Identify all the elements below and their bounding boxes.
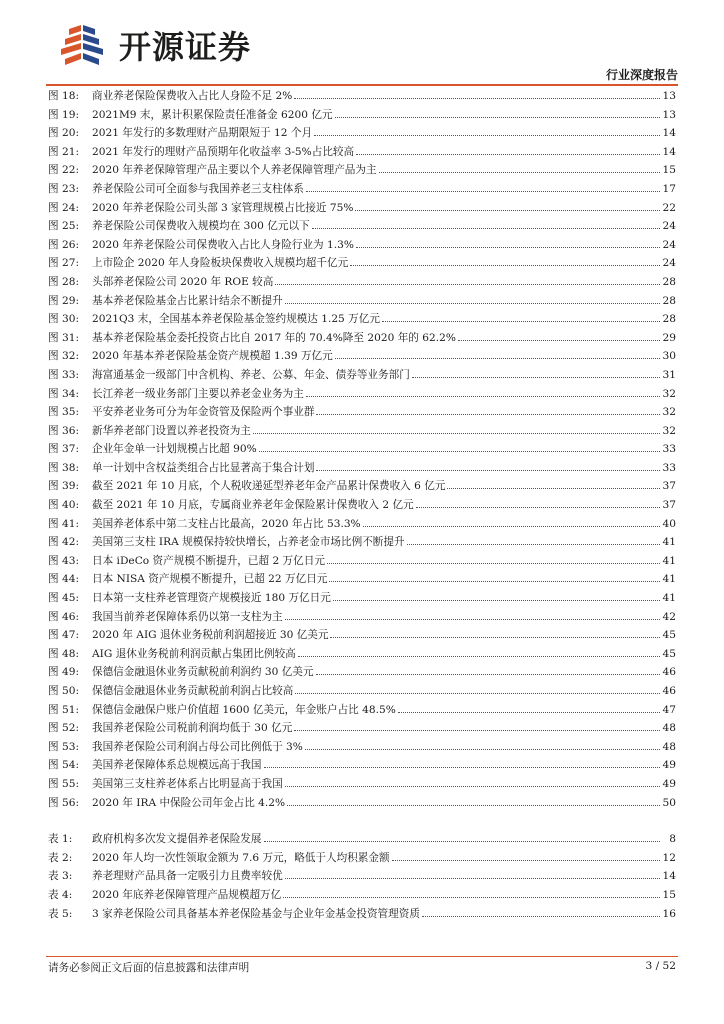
dot-leader bbox=[355, 204, 660, 211]
toc-figure-entry-page: 46 bbox=[662, 666, 676, 679]
dot-leader bbox=[285, 780, 660, 787]
toc-figure-entry-title: 上市险企 2020 年人身险板块保费收入规模均超千亿元 bbox=[92, 257, 349, 270]
toc-figure-entry-label: 图 36: bbox=[48, 424, 80, 437]
toc-figure-entry[interactable] bbox=[46, 627, 678, 646]
toc-figure-entry-page: 31 bbox=[662, 368, 676, 381]
toc-table-entry[interactable] bbox=[46, 868, 678, 887]
toc-figure-entry-title: 养老保险公司保费收入规模均在 300 亿元以下 bbox=[92, 220, 310, 233]
toc-figure-entry-title: 新华养老部门设置以养老投资为主 bbox=[92, 424, 251, 437]
toc-table-entry-page: 16 bbox=[662, 907, 676, 920]
toc-figure-entry-page: 48 bbox=[662, 740, 676, 753]
toc-figure-entry[interactable] bbox=[46, 293, 678, 312]
toc-figure-entry-label: 图 32: bbox=[48, 350, 80, 363]
toc-figure-entry-label: 图 47: bbox=[48, 629, 80, 642]
dot-leader bbox=[412, 371, 660, 378]
toc-table-entry-page: 15 bbox=[662, 888, 676, 901]
dot-leader bbox=[392, 854, 660, 861]
dot-leader bbox=[329, 576, 660, 583]
toc-figure-entry-label: 图 28: bbox=[48, 275, 80, 288]
toc-table-entry-label: 表 4: bbox=[48, 888, 73, 901]
toc-figure-entry-page: 24 bbox=[662, 257, 676, 270]
toc-figure-entry-label: 图 53: bbox=[48, 740, 80, 753]
toc-figure-entry-page: 40 bbox=[662, 517, 676, 530]
toc-figure-entry-title: 我国养老保险公司税前利润均低于 30 亿元 bbox=[92, 722, 293, 735]
toc-figure-entry-title: 2021M9 末，累计积累保险责任准备金 6200 亿元 bbox=[92, 108, 333, 121]
toc-figure-entry-page: 17 bbox=[662, 182, 676, 195]
toc-figure-entry[interactable] bbox=[46, 404, 678, 423]
toc-figure-entry-label: 图 21: bbox=[48, 145, 80, 158]
toc-figure-entry[interactable] bbox=[46, 478, 678, 497]
toc-figure-entry-page: 28 bbox=[662, 294, 676, 307]
dot-leader bbox=[398, 706, 660, 713]
toc-figure-entry[interactable] bbox=[46, 200, 678, 219]
toc-figure-entry-label: 图 41: bbox=[48, 517, 80, 530]
toc-table-entry-title: 3 家养老保险公司具备基本养老保险基金与企业年金基金投资管理资质 bbox=[92, 907, 420, 920]
toc-table-entry-page: 12 bbox=[662, 851, 676, 864]
page-number: 3 / 52 bbox=[645, 960, 676, 972]
toc-figure-entry[interactable] bbox=[46, 664, 678, 683]
figure-list bbox=[46, 88, 678, 813]
dot-leader bbox=[316, 408, 660, 415]
toc-figure-entry[interactable] bbox=[46, 367, 678, 386]
toc-figure-entry-label: 图 52: bbox=[48, 722, 80, 735]
toc-figure-entry-page: 45 bbox=[662, 629, 676, 642]
dot-leader bbox=[447, 483, 660, 490]
toc-figure-entry-page: 32 bbox=[662, 424, 676, 437]
dot-leader bbox=[306, 185, 660, 192]
toc-figure-entry-label: 图 55: bbox=[48, 777, 80, 790]
toc-figure-entry-title: 2021 年发行的理财产品预期年化收益率 3-5%占比较高 bbox=[92, 145, 355, 158]
dot-leader bbox=[335, 352, 660, 359]
toc-figure-entry[interactable] bbox=[46, 423, 678, 442]
toc-table-entry-page: 14 bbox=[662, 870, 676, 883]
toc-figure-entry-page: 37 bbox=[662, 499, 676, 512]
toc-figure-entry[interactable] bbox=[46, 497, 678, 516]
toc-figure-entry-label: 图 43: bbox=[48, 554, 80, 567]
toc-figure-entry[interactable] bbox=[46, 590, 678, 609]
toc-figure-entry-page: 24 bbox=[662, 220, 676, 233]
dot-leader bbox=[407, 538, 660, 545]
toc-figure-entry[interactable] bbox=[46, 739, 678, 758]
toc-figure-entry-title: 平安养老业务可分为年金资管及保险两个事业群 bbox=[92, 406, 315, 419]
toc-figure-entry-label: 图 37: bbox=[48, 443, 80, 456]
toc-figure-entry-label: 图 56: bbox=[48, 796, 80, 809]
logo-mark-icon bbox=[55, 23, 113, 67]
toc-figure-entry-label: 图 44: bbox=[48, 573, 80, 586]
toc-figure-entry-title: 2020 年 AIG 退休业务税前利润超接近 30 亿美元 bbox=[92, 629, 329, 642]
toc-figure-entry-page: 29 bbox=[662, 331, 676, 344]
dot-leader bbox=[305, 743, 660, 750]
dot-leader bbox=[264, 762, 661, 769]
toc-figure-entry-page: 28 bbox=[662, 275, 676, 288]
toc-figure-entry[interactable] bbox=[46, 311, 678, 330]
toc-table-entry-title: 养老理财产品具备一定吸引力且费率较优 bbox=[92, 870, 283, 883]
dot-leader bbox=[294, 724, 660, 731]
toc-figure-entry-page: 15 bbox=[662, 164, 676, 177]
toc-table-entry-label: 表 3: bbox=[48, 870, 73, 883]
toc-figure-entry-page: 33 bbox=[662, 461, 676, 474]
toc-table-entry-label: 表 2: bbox=[48, 851, 73, 864]
toc-figure-entry[interactable] bbox=[46, 386, 678, 405]
toc-figure-entry-title: 2020 年养老保险公司保费收入占比人身险行业为 1.3% bbox=[92, 238, 354, 251]
toc-figure-entry-page: 24 bbox=[662, 238, 676, 251]
toc-figure-entry-title: 美国第三支柱 IRA 规模保持较快增长，占养老金市场比例不断提升 bbox=[92, 536, 405, 549]
toc-figure-entry-title: 我国当前养老保障体系仍以第一支柱为主 bbox=[92, 610, 283, 623]
toc-figure-entry[interactable] bbox=[46, 516, 678, 535]
toc-figure-entry[interactable] bbox=[46, 181, 678, 200]
toc-figure-entry-label: 图 20: bbox=[48, 127, 80, 140]
toc-figure-entry-label: 图 50: bbox=[48, 685, 80, 697]
toc-figure-entry[interactable] bbox=[46, 162, 678, 181]
toc-figure-entry-page: 49 bbox=[662, 777, 676, 790]
dot-leader bbox=[253, 427, 660, 434]
toc-figure-entry-title: 2021 年发行的多数理财产品期限短于 12 个月 bbox=[92, 127, 313, 140]
toc-figure-entry-title: 企业年金单一计划规模占比超 90% bbox=[92, 443, 257, 456]
toc-table-entry-title: 2020 年底养老保障管理产品规模超万亿 bbox=[92, 888, 282, 901]
toc-figure-entry-page: 33 bbox=[662, 443, 676, 456]
dot-leader bbox=[298, 650, 660, 657]
toc-figure-entry-label: 图 49: bbox=[48, 666, 80, 679]
toc-figure-entry-label: 图 39: bbox=[48, 480, 80, 493]
toc-figure-entry-title: 美国养老保障体系总规模远高于我国 bbox=[92, 759, 262, 772]
dot-leader bbox=[264, 835, 661, 842]
brand-name: 开源证券 bbox=[119, 28, 252, 66]
toc-figure-entry[interactable] bbox=[46, 144, 678, 163]
header-divider bbox=[46, 84, 678, 86]
dot-leader bbox=[285, 613, 660, 620]
footer-divider bbox=[46, 956, 678, 957]
toc-figure-entry-label: 图 23: bbox=[48, 182, 80, 195]
toc-figure-entry-title: 头部养老保险公司 2020 年 ROE 较高 bbox=[92, 275, 274, 288]
toc-figure-entry[interactable] bbox=[46, 237, 678, 256]
toc-figure-entry[interactable] bbox=[46, 330, 678, 349]
toc-figure-entry-page: 37 bbox=[662, 480, 676, 493]
toc-figure-entry[interactable] bbox=[46, 553, 678, 572]
toc-figure-entry[interactable] bbox=[46, 646, 678, 665]
toc-figure-entry-title: 日本 iDeCo 资产规模不断提升，已超 2 万亿日元 bbox=[92, 554, 325, 567]
toc-figure-entry-title: 保德信金融保户账户价值超 1600 亿美元，年金账户占比 48.5% bbox=[92, 703, 396, 716]
toc-figure-entry-page: 14 bbox=[662, 145, 676, 158]
toc-figure-entry-title: 美国养老体系中第二支柱占比最高，2020 年占比 53.3% bbox=[92, 517, 361, 530]
table-list bbox=[46, 831, 678, 924]
toc-figure-entry-label: 图 48: bbox=[48, 647, 80, 660]
toc-table-entry[interactable] bbox=[46, 906, 678, 925]
toc-figure-entry-title: 2020 年基本养老保险基金资产规模超 1.39 万亿元 bbox=[92, 350, 333, 363]
toc-figure-entry-label: 图 34: bbox=[48, 387, 80, 400]
toc-figure-entry-title: 日本第一支柱养老管理资产规模接近 180 万亿日元 bbox=[92, 592, 331, 605]
dot-leader bbox=[356, 148, 660, 155]
dot-leader bbox=[327, 557, 660, 564]
toc-table-entry[interactable] bbox=[46, 850, 678, 869]
toc-table-entry-title: 政府机构多次发文提倡养老保险发展 bbox=[92, 833, 262, 846]
toc-figure-entry-title: 日本 NISA 资产规模不断提升，已超 22 万亿日元 bbox=[92, 573, 328, 586]
toc-table-entry[interactable] bbox=[46, 831, 678, 850]
toc-figure-entry-page: 28 bbox=[662, 313, 676, 326]
toc-figure-entry-page: 41 bbox=[662, 554, 676, 567]
dot-leader bbox=[382, 315, 660, 322]
toc-figure-entry-page: 45 bbox=[662, 647, 676, 660]
toc-figure-entry[interactable] bbox=[46, 757, 678, 776]
toc-figure-entry[interactable] bbox=[46, 274, 678, 293]
toc-table-entry-page: 8 bbox=[669, 833, 676, 846]
toc-figure-entry-page: 47 bbox=[662, 703, 676, 716]
toc-figure-entry-label: 图 38: bbox=[48, 461, 80, 474]
toc-figure-entry[interactable] bbox=[46, 702, 678, 721]
toc-figure-entry[interactable] bbox=[46, 107, 678, 126]
toc-figure-entry[interactable] bbox=[46, 218, 678, 237]
toc-figure-entry-title: 美国第三支柱养老体系占比明显高于我国 bbox=[92, 777, 283, 790]
toc-figure-entry-page: 30 bbox=[662, 350, 676, 363]
dot-leader bbox=[330, 631, 660, 638]
toc-figure-entry-label: 图 31: bbox=[48, 331, 80, 344]
footer-disclaimer: 请务必参阅正文后面的信息披露和法律声明 bbox=[48, 962, 250, 974]
toc-figure-entry-title: 截至 2021 年 10 月底，专属商业养老年金保险累计保费收入 2 亿元 bbox=[92, 499, 414, 512]
toc-figure-entry-title: AIG 退休业务税前利润贡献占集团比例较高 bbox=[92, 647, 296, 660]
toc-figure-entry[interactable] bbox=[46, 348, 678, 367]
dot-leader bbox=[287, 799, 660, 806]
toc-figure-entry-page: 50 bbox=[662, 796, 676, 809]
toc-figure-entry-title: 2021Q3 末，全国基本养老保险基金签约规模达 1.25 万亿元 bbox=[92, 313, 380, 326]
toc-figure-entry[interactable] bbox=[46, 441, 678, 460]
toc-figure-entry-page: 32 bbox=[662, 406, 676, 419]
toc-figure-entry[interactable] bbox=[46, 683, 678, 702]
toc-figure-entry-title: 养老保险公司可全面参与我国养老三支柱体系 bbox=[92, 182, 304, 195]
brand-logo bbox=[55, 22, 251, 68]
toc-figure-entry-page: 41 bbox=[662, 592, 676, 605]
dot-leader bbox=[312, 222, 660, 229]
dot-leader bbox=[285, 297, 660, 304]
dot-leader bbox=[416, 501, 660, 508]
toc-figure-entry[interactable] bbox=[46, 571, 678, 590]
toc-figure-entry-page: 14 bbox=[662, 127, 676, 140]
dot-leader bbox=[275, 278, 660, 285]
dot-leader bbox=[295, 687, 660, 694]
toc-figure-entry-label: 图 18: bbox=[48, 90, 80, 102]
toc-figure-entry-title: 商业养老保险保费收入占比人身险不足 2% bbox=[92, 90, 293, 102]
dot-leader bbox=[422, 910, 660, 917]
toc-figure-entry-page: 42 bbox=[662, 610, 676, 623]
toc-figure-entry[interactable] bbox=[46, 534, 678, 553]
dot-leader bbox=[316, 464, 660, 471]
dot-leader bbox=[285, 873, 660, 880]
toc-figure-entry-title: 2020 年养老保险公司头部 3 家管理规模占比接近 75% bbox=[92, 201, 354, 214]
toc-figure-entry-label: 图 27: bbox=[48, 257, 80, 270]
toc-figure-entry[interactable] bbox=[46, 609, 678, 628]
table-of-contents bbox=[46, 88, 678, 924]
toc-figure-entry-label: 图 19: bbox=[48, 108, 80, 121]
toc-figure-entry-page: 13 bbox=[662, 108, 676, 121]
dot-leader bbox=[333, 594, 660, 601]
toc-figure-entry[interactable] bbox=[46, 795, 678, 814]
dot-leader bbox=[335, 111, 660, 118]
toc-figure-entry-title: 单一计划中含权益类组合占比显著高于集合计划 bbox=[92, 461, 315, 474]
toc-figure-entry-title: 保德信金融退休业务贡献税前利润约 30 亿美元 bbox=[92, 666, 314, 679]
toc-figure-entry-title: 长江养老一级业务部门主要以养老金业务为主 bbox=[92, 387, 304, 400]
dot-leader bbox=[294, 92, 660, 99]
toc-figure-entry[interactable] bbox=[46, 125, 678, 144]
dot-leader bbox=[306, 390, 660, 397]
dot-leader bbox=[259, 445, 660, 452]
toc-figure-entry[interactable] bbox=[46, 460, 678, 479]
toc-table-entry-label: 表 5: bbox=[48, 907, 73, 920]
toc-figure-entry-label: 图 33: bbox=[48, 368, 80, 381]
toc-figure-entry-page: 49 bbox=[662, 759, 676, 772]
dot-leader bbox=[379, 167, 660, 174]
toc-figure-entry-label: 图 42: bbox=[48, 536, 80, 549]
toc-figure-entry-title: 基本养老保险基金委托投资占比自 2017 年的 70.4%降至 2020 年的 62.2% bbox=[92, 331, 456, 344]
toc-figure-entry-page: 48 bbox=[662, 722, 676, 735]
toc-figure-entry-page: 13 bbox=[662, 90, 676, 102]
toc-figure-entry-label: 图 45: bbox=[48, 592, 80, 605]
toc-figure-entry-page: 32 bbox=[662, 387, 676, 400]
toc-figure-entry-label: 图 29: bbox=[48, 294, 80, 307]
dot-leader bbox=[314, 129, 660, 136]
report-type-label: 行业深度报告 bbox=[605, 68, 678, 82]
toc-figure-entry-label: 图 46: bbox=[48, 610, 80, 623]
toc-figure-entry-label: 图 54: bbox=[48, 759, 80, 772]
toc-figure-entry-title: 我国养老保险公司利润占母公司比例低于 3% bbox=[92, 740, 303, 753]
toc-figure-entry-label: 图 51: bbox=[48, 703, 80, 716]
toc-figure-entry-page: 22 bbox=[662, 201, 676, 214]
toc-figure-entry-title: 截至 2021 年 10 月底，个人税收递延型养老年金产品累计保费收入 6 亿元 bbox=[92, 480, 446, 493]
toc-figure-entry-label: 图 25: bbox=[48, 220, 80, 233]
dot-leader bbox=[316, 669, 661, 676]
toc-figure-entry[interactable] bbox=[46, 720, 678, 739]
toc-figure-entry[interactable] bbox=[46, 88, 678, 107]
toc-figure-entry[interactable] bbox=[46, 776, 678, 795]
toc-figure-entry-title: 保德信金融退休业务贡献税前利润占比较高 bbox=[92, 685, 294, 697]
toc-figure-entry-title: 海富通基金一级部门中含机构、养老、公募、年金、债券等业务部门 bbox=[92, 368, 410, 381]
toc-figure-entry-label: 图 26: bbox=[48, 238, 80, 251]
toc-figure-entry[interactable] bbox=[46, 255, 678, 274]
toc-table-entry-title: 2020 年人均一次性领取金额为 7.6 万元，略低于人均积累金额 bbox=[92, 851, 390, 864]
toc-figure-entry-label: 图 22: bbox=[48, 164, 80, 177]
toc-figure-entry-label: 图 40: bbox=[48, 499, 80, 512]
page-header bbox=[0, 0, 724, 84]
toc-figure-entry-page: 41 bbox=[662, 536, 676, 549]
toc-figure-entry-title: 2020 年养老保障管理产品主要以个人养老保障管理产品为主 bbox=[92, 164, 377, 177]
dot-leader bbox=[363, 520, 660, 527]
dot-leader bbox=[283, 891, 660, 898]
toc-figure-entry-title: 基本养老保险基金占比累计结余不断提升 bbox=[92, 294, 283, 307]
toc-figure-entry-label: 图 30: bbox=[48, 313, 80, 326]
dot-leader bbox=[350, 260, 660, 267]
toc-table-entry[interactable] bbox=[46, 887, 678, 906]
dot-leader bbox=[356, 241, 660, 248]
toc-figure-entry-page: 46 bbox=[662, 685, 676, 697]
toc-figure-entry-label: 图 35: bbox=[48, 406, 80, 419]
toc-table-entry-label: 表 1: bbox=[48, 833, 73, 846]
dot-leader bbox=[458, 334, 660, 341]
toc-figure-entry-page: 41 bbox=[662, 573, 676, 586]
section-gap bbox=[46, 813, 678, 831]
toc-figure-entry-label: 图 24: bbox=[48, 201, 80, 214]
toc-figure-entry-title: 2020 年 IRA 中保险公司年金占比 4.2% bbox=[92, 796, 286, 809]
